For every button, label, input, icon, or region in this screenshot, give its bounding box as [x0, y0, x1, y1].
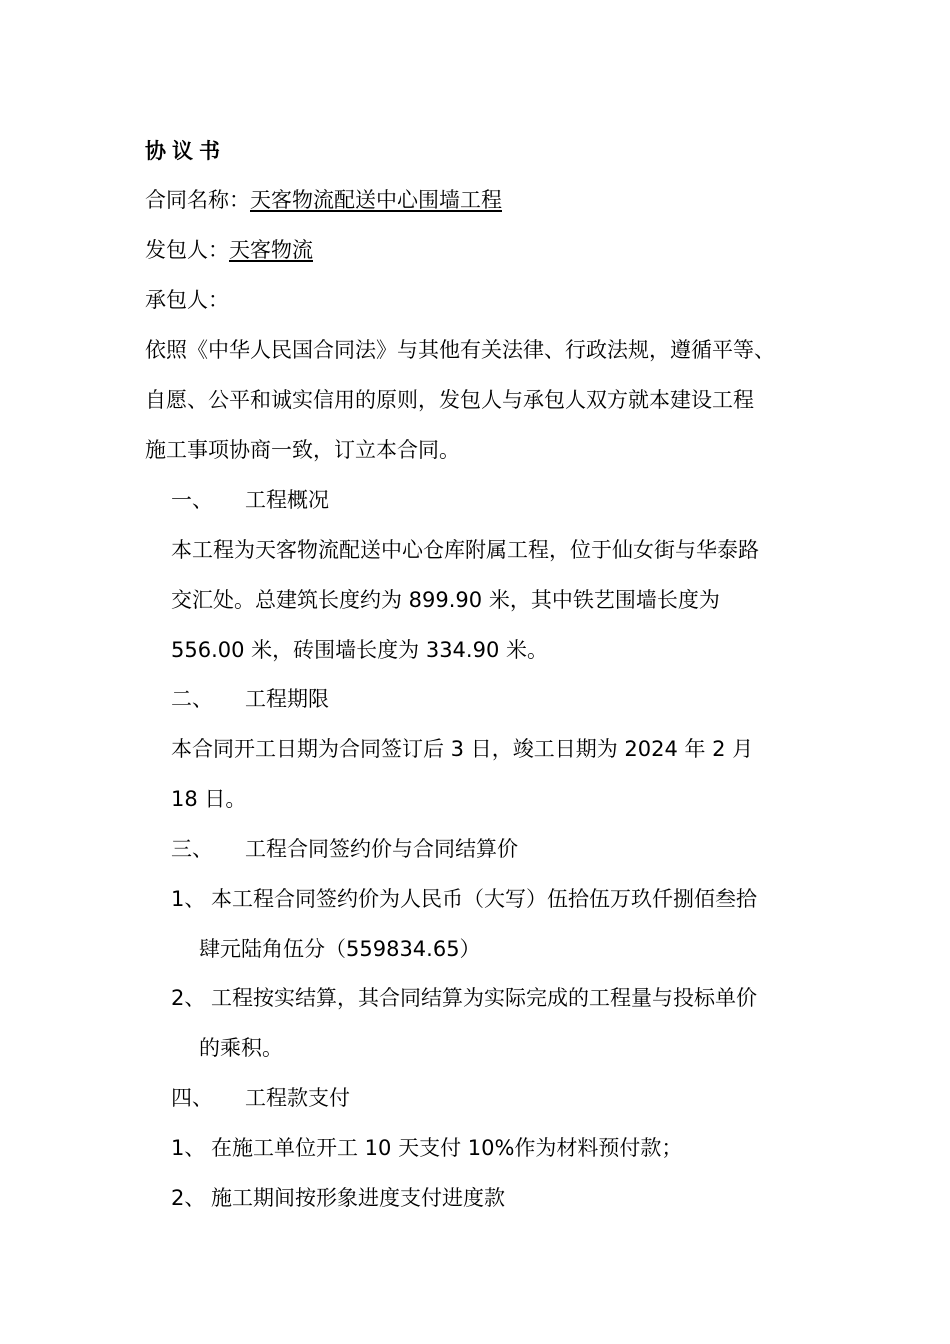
- contract-name-value: 天客物流配送中心围墙工程: [250, 188, 502, 212]
- list-item-number: 2、: [171, 986, 206, 1010]
- section-title: 工程期限: [245, 687, 329, 711]
- list-item-continuation: 肆元陆角伍分（559834.65）: [199, 937, 481, 961]
- section-title: 工程概况: [245, 488, 329, 512]
- employer-row: [145, 237, 313, 263]
- contract-name-label: 合同名称：: [145, 188, 250, 212]
- list-item: [171, 985, 757, 1011]
- list-item: [171, 1185, 505, 1211]
- section-number: 一、: [171, 488, 213, 512]
- section-text-line: 本工程为天客物流配送中心仓库附属工程，位于仙女街与华泰路: [171, 538, 759, 562]
- section-heading: [171, 836, 518, 862]
- preamble-line: 自愿、公平和诚实信用的原则，发包人与承包人双方就本建设工程: [145, 388, 754, 412]
- list-item-number: 2、: [171, 1186, 206, 1210]
- list-item-text: 本工程合同签约价为人民币（大写）伍拾伍万玖仟捌佰叁拾: [211, 887, 757, 911]
- section-text-line: 556.00 米，砖围墙长度为 334.90 米。: [171, 638, 548, 662]
- preamble-line: 施工事项协商一致，订立本合同。: [145, 438, 460, 462]
- contractor-label: 承包人：: [145, 288, 229, 312]
- section-text-line: 本合同开工日期为合同签订后 3 日，竣工日期为 2024 年 2 月: [171, 737, 754, 761]
- section-heading: [171, 1085, 350, 1111]
- list-item-number: 1、: [171, 887, 206, 911]
- list-item-text: 工程按实结算，其合同结算为实际完成的工程量与投标单价: [211, 986, 757, 1010]
- section-number: 三、: [171, 837, 213, 861]
- section-title: 工程合同签约价与合同结算价: [245, 837, 518, 861]
- list-item: [171, 1135, 682, 1161]
- contract-name-row: [145, 187, 502, 213]
- section-number: 四、: [171, 1086, 213, 1110]
- list-item: [171, 886, 757, 912]
- list-item-text: 施工期间按形象进度支付进度款: [211, 1186, 505, 1210]
- list-item-text: 在施工单位开工 10 天支付 10%作为材料预付款；: [211, 1136, 683, 1160]
- list-item-continuation: 的乘积。: [199, 1036, 283, 1060]
- section-text-line: 交汇处。总建筑长度约为 899.90 米，其中铁艺围墙长度为: [171, 588, 720, 612]
- section-number: 二、: [171, 687, 213, 711]
- preamble-line: 依照《中华人民国合同法》与其他有关法律、行政法规，遵循平等、: [145, 338, 775, 362]
- section-heading: [171, 487, 329, 513]
- document-title: 协议书: [145, 139, 226, 163]
- employer-value: 天客物流: [229, 238, 313, 262]
- section-heading: [171, 686, 329, 712]
- section-text-line: 18 日。: [171, 787, 247, 811]
- list-item-number: 1、: [171, 1136, 206, 1160]
- section-title: 工程款支付: [245, 1086, 350, 1110]
- employer-label: 发包人：: [145, 238, 229, 262]
